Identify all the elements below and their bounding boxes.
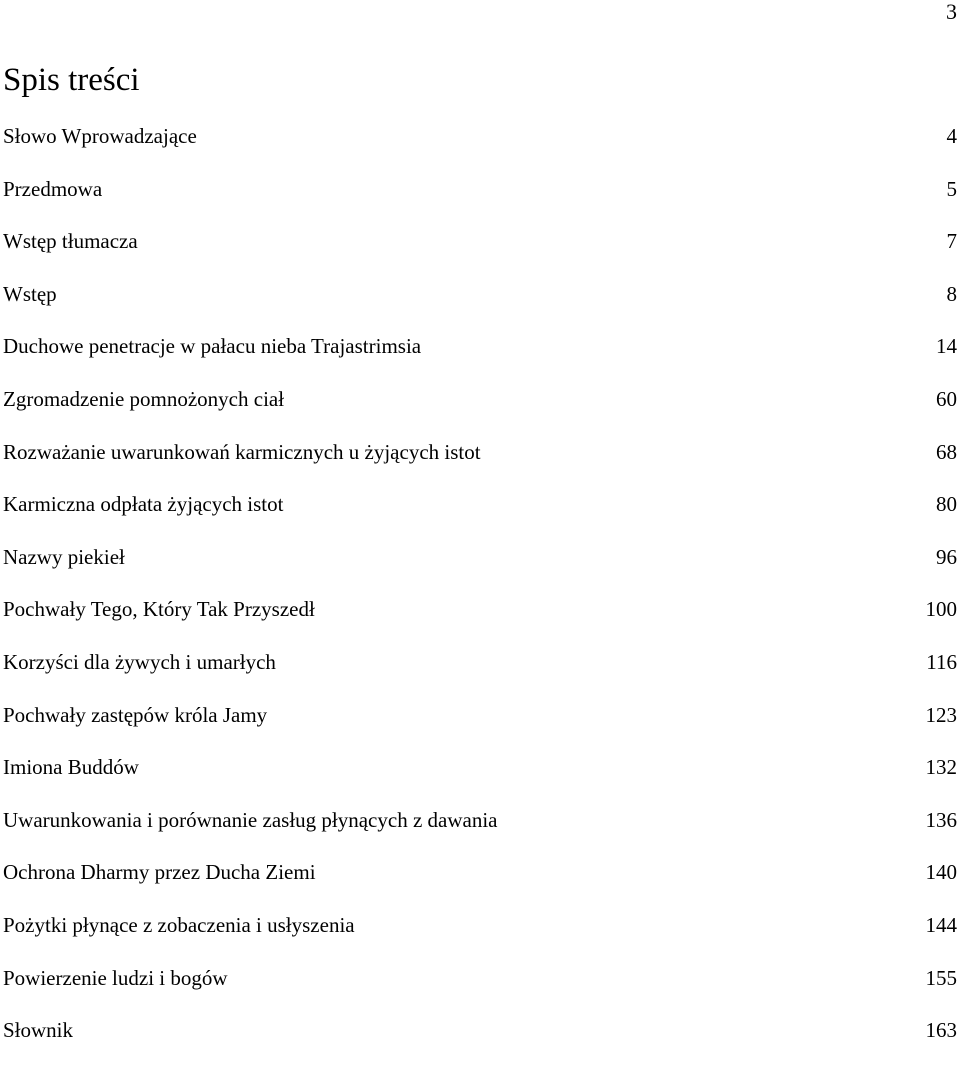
toc-entry-page-number: 123 bbox=[926, 697, 960, 733]
toc-entry-title: Nazwy piekieł bbox=[0, 539, 125, 575]
toc-entry-title: Korzyści dla żywych i umarłych bbox=[0, 644, 276, 680]
toc-entry[interactable] bbox=[0, 276, 960, 329]
toc-entry[interactable] bbox=[0, 960, 960, 1013]
toc-entry-page-number: 8 bbox=[947, 276, 960, 312]
toc-entry-page-number: 144 bbox=[926, 907, 960, 943]
toc-entry-title: Wstęp tłumacza bbox=[0, 223, 138, 259]
toc-entry-title: Karmiczna odpłata żyjących istot bbox=[0, 486, 283, 522]
toc-entry[interactable] bbox=[0, 591, 960, 644]
toc-entry-page-number: 5 bbox=[947, 171, 960, 207]
toc-title: Spis treści bbox=[3, 58, 140, 102]
toc-entry[interactable] bbox=[0, 328, 960, 381]
toc-entry-page-number: 96 bbox=[936, 539, 960, 575]
toc-entry-page-number: 80 bbox=[936, 486, 960, 522]
toc-entry-page-number: 60 bbox=[936, 381, 960, 417]
toc-entry-page-number: 140 bbox=[926, 854, 960, 890]
toc-entry[interactable] bbox=[0, 539, 960, 592]
toc-entry-page-number: 4 bbox=[947, 118, 960, 154]
toc-entry[interactable] bbox=[0, 381, 960, 434]
page-number: 3 bbox=[946, 0, 957, 24]
toc-entry[interactable] bbox=[0, 1012, 960, 1065]
toc-entry-title: Zgromadzenie pomnożonych ciał bbox=[0, 381, 284, 417]
toc-entry-title: Duchowe penetracje w pałacu nieba Trajastrimsia bbox=[0, 328, 421, 364]
toc-entry[interactable] bbox=[0, 118, 960, 171]
table-of-contents bbox=[0, 118, 960, 1065]
toc-entry-title: Rozważanie uwarunkowań karmicznych u żyjących istot bbox=[0, 434, 481, 470]
toc-entry[interactable] bbox=[0, 223, 960, 276]
toc-entry-title: Powierzenie ludzi i bogów bbox=[0, 960, 228, 996]
toc-entry[interactable] bbox=[0, 907, 960, 960]
toc-entry[interactable] bbox=[0, 802, 960, 855]
toc-entry[interactable] bbox=[0, 486, 960, 539]
toc-entry-title: Wstęp bbox=[0, 276, 57, 312]
toc-entry-title: Ochrona Dharmy przez Ducha Ziemi bbox=[0, 854, 316, 890]
toc-entry-title: Pożytki płynące z zobaczenia i usłyszenia bbox=[0, 907, 355, 943]
toc-entry-page-number: 116 bbox=[926, 644, 960, 680]
toc-entry[interactable] bbox=[0, 749, 960, 802]
toc-entry-page-number: 68 bbox=[936, 434, 960, 470]
toc-entry[interactable] bbox=[0, 434, 960, 487]
toc-entry[interactable] bbox=[0, 171, 960, 224]
toc-entry-page-number: 132 bbox=[926, 749, 960, 785]
toc-entry-title: Słowo Wprowadzające bbox=[0, 118, 197, 154]
toc-entry-title: Pochwały zastępów króla Jamy bbox=[0, 697, 267, 733]
toc-entry-page-number: 155 bbox=[926, 960, 960, 996]
toc-entry[interactable] bbox=[0, 644, 960, 697]
toc-entry-title: Imiona Buddów bbox=[0, 749, 139, 785]
toc-entry-title: Pochwały Tego, Który Tak Przyszedł bbox=[0, 591, 315, 627]
toc-entry[interactable] bbox=[0, 697, 960, 750]
toc-entry-title: Słownik bbox=[0, 1012, 73, 1048]
toc-entry-page-number: 163 bbox=[926, 1012, 960, 1048]
toc-entry-page-number: 100 bbox=[926, 591, 960, 627]
toc-entry-page-number: 7 bbox=[947, 223, 960, 259]
toc-entry[interactable] bbox=[0, 854, 960, 907]
toc-entry-page-number: 136 bbox=[926, 802, 960, 838]
toc-entry-title: Uwarunkowania i porównanie zasług płynących z dawania bbox=[0, 802, 497, 838]
toc-entry-title: Przedmowa bbox=[0, 171, 102, 207]
toc-entry-page-number: 14 bbox=[936, 328, 960, 364]
